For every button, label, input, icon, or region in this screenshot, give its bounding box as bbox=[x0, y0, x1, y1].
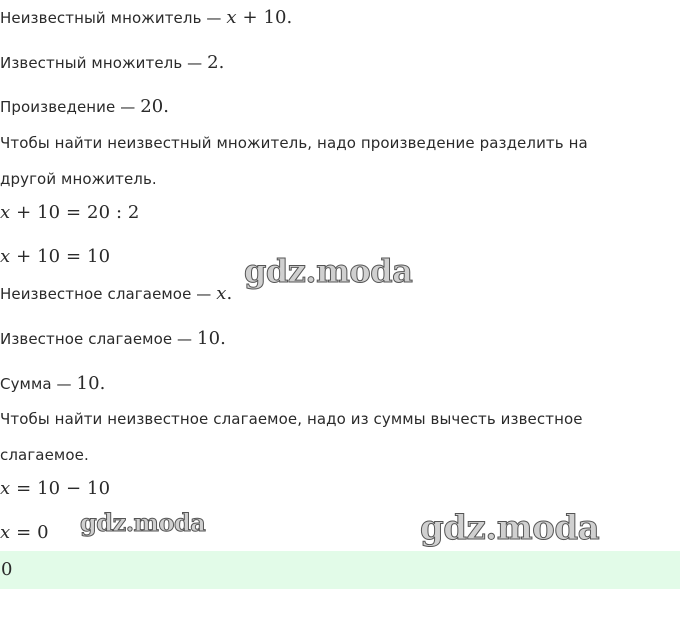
unknown-addend-line bbox=[0, 284, 232, 304]
math-expr: 10. bbox=[197, 328, 226, 349]
math-expr bbox=[216, 283, 232, 304]
math-expr: 2. bbox=[207, 52, 225, 73]
watermark-logo: gdz.moda bbox=[80, 508, 206, 537]
sum-line bbox=[0, 374, 105, 394]
math-var: x bbox=[0, 478, 11, 499]
label: Известный множитель — bbox=[0, 54, 208, 72]
math-var: x bbox=[216, 283, 227, 304]
label: Известное слагаемое — bbox=[0, 330, 198, 348]
math-var: x bbox=[0, 202, 11, 223]
answer-value: 0 bbox=[1, 559, 13, 580]
equation-1 bbox=[0, 203, 140, 223]
math-var: x bbox=[0, 246, 11, 267]
rule-addend-line-2: слагаемое. bbox=[0, 446, 89, 464]
math-expr bbox=[226, 7, 292, 28]
label: Неизвестное слагаемое — bbox=[0, 285, 217, 303]
equation-3 bbox=[0, 479, 110, 499]
math-rest: + 10 = 10 bbox=[10, 246, 111, 267]
math-expr: 10. bbox=[76, 373, 106, 394]
unknown-factor-line bbox=[0, 8, 292, 28]
math-expr: 20. bbox=[140, 96, 170, 117]
rule-addend-line-1: Чтобы найти неизвестное слагаемое, надо из суммы вычесть известное bbox=[0, 410, 583, 428]
rule-factor-line-2: другой множитель. bbox=[0, 170, 157, 188]
math-rest: = 0 bbox=[10, 522, 49, 543]
answer-box bbox=[0, 551, 680, 589]
equation-2 bbox=[0, 247, 110, 267]
equation-4 bbox=[0, 523, 49, 543]
label: Сумма — bbox=[0, 375, 77, 393]
rule-factor-line-1: Чтобы найти неизвестный множитель, надо произведение разделить на bbox=[0, 134, 588, 152]
watermark-logo: gdz.moda bbox=[420, 508, 600, 548]
math-var: x bbox=[226, 7, 237, 28]
math-rest: + 10. bbox=[236, 7, 293, 28]
math-rest: = 10 − 10 bbox=[10, 478, 111, 499]
math-rest: + 10 = 20 : 2 bbox=[10, 202, 140, 223]
known-factor-line bbox=[0, 53, 225, 73]
watermark-logo: gdz.moda bbox=[244, 252, 413, 290]
label: Произведение — bbox=[0, 98, 141, 116]
label: Неизвестный множитель — bbox=[0, 9, 227, 27]
math-rest: . bbox=[226, 283, 233, 304]
product-line bbox=[0, 97, 169, 117]
known-addend-line bbox=[0, 329, 226, 349]
math-var: x bbox=[0, 522, 11, 543]
